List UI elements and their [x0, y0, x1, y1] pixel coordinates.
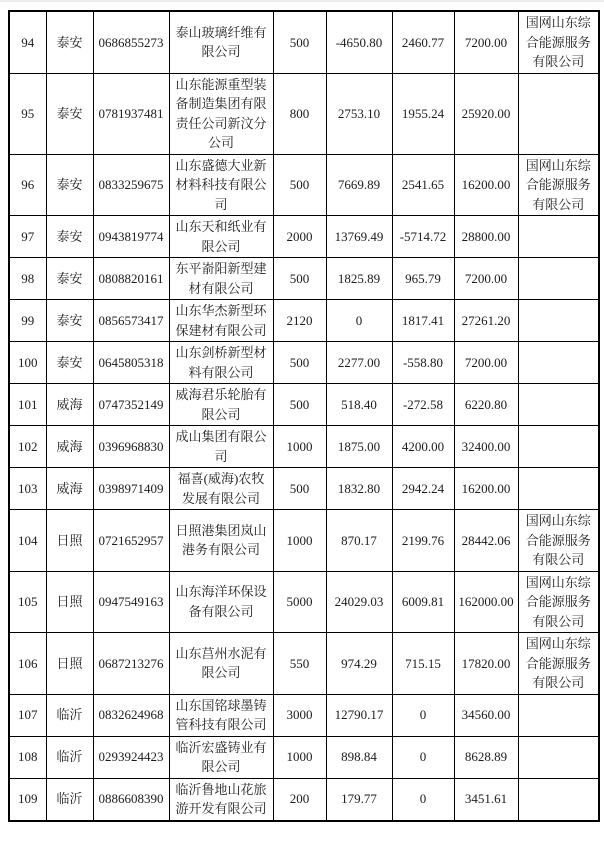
value1-cell: 1875.00 [326, 426, 392, 468]
city-cell: 临沂 [46, 778, 93, 821]
provider-cell [518, 778, 599, 821]
provider-cell [518, 384, 599, 426]
value3-cell: 34560.00 [454, 694, 518, 736]
row-number-cell: 95 [9, 73, 46, 154]
customer-code-cell: 0832624968 [93, 694, 169, 736]
table-row [9, 633, 599, 695]
row-number-cell: 105 [9, 571, 46, 633]
value2-cell: 0 [392, 694, 454, 736]
value1-cell: 974.29 [326, 633, 392, 695]
quantity-cell: 2120 [273, 300, 326, 342]
value3-cell: 8628.89 [454, 736, 518, 778]
table-row [9, 426, 599, 468]
customer-code-cell: 0293924423 [93, 736, 169, 778]
customer-code-cell: 0947549163 [93, 571, 169, 633]
provider-cell: 国网山东综合能源服务有限公司 [518, 633, 599, 695]
company-name-cell: 山东能源重型装备制造集团有限责任公司新汶分公司 [169, 73, 273, 154]
value1-cell: 898.84 [326, 736, 392, 778]
value2-cell: 2199.76 [392, 510, 454, 572]
table-row [9, 258, 599, 300]
customer-code-cell: 0396968830 [93, 426, 169, 468]
quantity-cell: 500 [273, 468, 326, 510]
provider-cell [518, 694, 599, 736]
quantity-cell: 500 [273, 154, 326, 216]
table-row [9, 384, 599, 426]
table-row [9, 510, 599, 572]
table-row [9, 571, 599, 633]
table-row [9, 73, 599, 154]
city-cell: 泰安 [46, 73, 93, 154]
value2-cell: 4200.00 [392, 426, 454, 468]
value3-cell: 25920.00 [454, 73, 518, 154]
data-table [8, 10, 600, 822]
company-name-cell: 山东华杰新型环保建材有限公司 [169, 300, 273, 342]
customer-code-cell: 0808820161 [93, 258, 169, 300]
value2-cell: 6009.81 [392, 571, 454, 633]
city-cell: 泰安 [46, 258, 93, 300]
value3-cell: 32400.00 [454, 426, 518, 468]
provider-cell: 国网山东综合能源服务有限公司 [518, 510, 599, 572]
value2-cell: 0 [392, 736, 454, 778]
table-row [9, 216, 599, 258]
customer-code-cell: 0686855273 [93, 11, 169, 73]
company-name-cell: 山东海洋环保设备有限公司 [169, 571, 273, 633]
company-name-cell: 福喜(威海)农牧发展有限公司 [169, 468, 273, 510]
page-top-edge [0, 0, 604, 2]
row-number-cell: 96 [9, 154, 46, 216]
table-body [9, 11, 599, 821]
city-cell: 泰安 [46, 11, 93, 73]
provider-cell: 国网山东综合能源服务有限公司 [518, 571, 599, 633]
value1-cell: 518.40 [326, 384, 392, 426]
provider-cell [518, 426, 599, 468]
value2-cell: -272.58 [392, 384, 454, 426]
customer-code-cell: 0856573417 [93, 300, 169, 342]
value2-cell: -558.80 [392, 342, 454, 384]
quantity-cell: 1000 [273, 510, 326, 572]
company-name-cell: 山东盛德大业新材料科技有限公司 [169, 154, 273, 216]
customer-code-cell: 0721652957 [93, 510, 169, 572]
quantity-cell: 1000 [273, 736, 326, 778]
quantity-cell: 200 [273, 778, 326, 821]
provider-cell [518, 73, 599, 154]
value3-cell: 27261.20 [454, 300, 518, 342]
customer-code-cell: 0833259675 [93, 154, 169, 216]
value3-cell: 7200.00 [454, 11, 518, 73]
table-row [9, 468, 599, 510]
value1-cell: 13769.49 [326, 216, 392, 258]
city-cell: 日照 [46, 571, 93, 633]
customer-code-cell: 0687213276 [93, 633, 169, 695]
city-cell: 临沂 [46, 694, 93, 736]
value2-cell: 2942.24 [392, 468, 454, 510]
customer-code-cell: 0886608390 [93, 778, 169, 821]
provider-cell: 国网山东综合能源服务有限公司 [518, 11, 599, 73]
city-cell: 泰安 [46, 342, 93, 384]
customer-code-cell: 0645805318 [93, 342, 169, 384]
table-row [9, 736, 599, 778]
customer-code-cell: 0747352149 [93, 384, 169, 426]
table-row [9, 694, 599, 736]
value2-cell: 965.79 [392, 258, 454, 300]
city-cell: 泰安 [46, 154, 93, 216]
table-row [9, 778, 599, 821]
value1-cell: -4650.80 [326, 11, 392, 73]
quantity-cell: 500 [273, 258, 326, 300]
value1-cell: 2277.00 [326, 342, 392, 384]
value3-cell: 7200.00 [454, 258, 518, 300]
provider-cell [518, 736, 599, 778]
row-number-cell: 98 [9, 258, 46, 300]
table-row [9, 154, 599, 216]
city-cell: 日照 [46, 510, 93, 572]
company-name-cell: 成山集团有限公司 [169, 426, 273, 468]
value1-cell: 12790.17 [326, 694, 392, 736]
city-cell: 威海 [46, 384, 93, 426]
provider-cell [518, 342, 599, 384]
row-number-cell: 109 [9, 778, 46, 821]
quantity-cell: 500 [273, 11, 326, 73]
row-number-cell: 108 [9, 736, 46, 778]
quantity-cell: 550 [273, 633, 326, 695]
customer-code-cell: 0398971409 [93, 468, 169, 510]
value3-cell: 6220.80 [454, 384, 518, 426]
provider-cell: 国网山东综合能源服务有限公司 [518, 154, 599, 216]
company-name-cell: 山东莒州水泥有限公司 [169, 633, 273, 695]
value3-cell: 28442.06 [454, 510, 518, 572]
customer-code-cell: 0943819774 [93, 216, 169, 258]
quantity-cell: 500 [273, 384, 326, 426]
company-name-cell: 山东国铭球墨铸管科技有限公司 [169, 694, 273, 736]
value1-cell: 0 [326, 300, 392, 342]
value1-cell: 7669.89 [326, 154, 392, 216]
quantity-cell: 800 [273, 73, 326, 154]
value1-cell: 2753.10 [326, 73, 392, 154]
company-name-cell: 东平嵛阳新型建材有限公司 [169, 258, 273, 300]
company-name-cell: 山东天和纸业有限公司 [169, 216, 273, 258]
city-cell: 威海 [46, 468, 93, 510]
value2-cell: 2460.77 [392, 11, 454, 73]
provider-cell [518, 258, 599, 300]
value3-cell: 7200.00 [454, 342, 518, 384]
value3-cell: 162000.00 [454, 571, 518, 633]
provider-cell [518, 300, 599, 342]
company-name-cell: 威海君乐轮胎有限公司 [169, 384, 273, 426]
city-cell: 日照 [46, 633, 93, 695]
value1-cell: 179.77 [326, 778, 392, 821]
table-row [9, 11, 599, 73]
value1-cell: 870.17 [326, 510, 392, 572]
company-name-cell: 日照港集团岚山港务有限公司 [169, 510, 273, 572]
value2-cell: 1955.24 [392, 73, 454, 154]
value2-cell: 1817.41 [392, 300, 454, 342]
value3-cell: 28800.00 [454, 216, 518, 258]
company-name-cell: 山东剑桥新型材料有限公司 [169, 342, 273, 384]
row-number-cell: 103 [9, 468, 46, 510]
row-number-cell: 106 [9, 633, 46, 695]
quantity-cell: 2000 [273, 216, 326, 258]
row-number-cell: 104 [9, 510, 46, 572]
city-cell: 威海 [46, 426, 93, 468]
value3-cell: 17820.00 [454, 633, 518, 695]
value3-cell: 16200.00 [454, 154, 518, 216]
provider-cell [518, 468, 599, 510]
value1-cell: 24029.03 [326, 571, 392, 633]
value1-cell: 1825.89 [326, 258, 392, 300]
quantity-cell: 500 [273, 342, 326, 384]
value2-cell: 2541.65 [392, 154, 454, 216]
row-number-cell: 101 [9, 384, 46, 426]
value3-cell: 3451.61 [454, 778, 518, 821]
company-name-cell: 泰山玻璃纤维有限公司 [169, 11, 273, 73]
row-number-cell: 100 [9, 342, 46, 384]
city-cell: 泰安 [46, 300, 93, 342]
table-row [9, 342, 599, 384]
quantity-cell: 1000 [273, 426, 326, 468]
city-cell: 泰安 [46, 216, 93, 258]
row-number-cell: 97 [9, 216, 46, 258]
value3-cell: 16200.00 [454, 468, 518, 510]
value2-cell: 0 [392, 778, 454, 821]
row-number-cell: 94 [9, 11, 46, 73]
quantity-cell: 3000 [273, 694, 326, 736]
row-number-cell: 99 [9, 300, 46, 342]
city-cell: 临沂 [46, 736, 93, 778]
customer-code-cell: 0781937481 [93, 73, 169, 154]
table-row [9, 300, 599, 342]
row-number-cell: 102 [9, 426, 46, 468]
value1-cell: 1832.80 [326, 468, 392, 510]
value2-cell: 715.15 [392, 633, 454, 695]
value2-cell: -5714.72 [392, 216, 454, 258]
company-name-cell: 临沂宏盛铸业有限公司 [169, 736, 273, 778]
quantity-cell: 5000 [273, 571, 326, 633]
company-name-cell: 临沂鲁地山花旅游开发有限公司 [169, 778, 273, 821]
row-number-cell: 107 [9, 694, 46, 736]
provider-cell [518, 216, 599, 258]
